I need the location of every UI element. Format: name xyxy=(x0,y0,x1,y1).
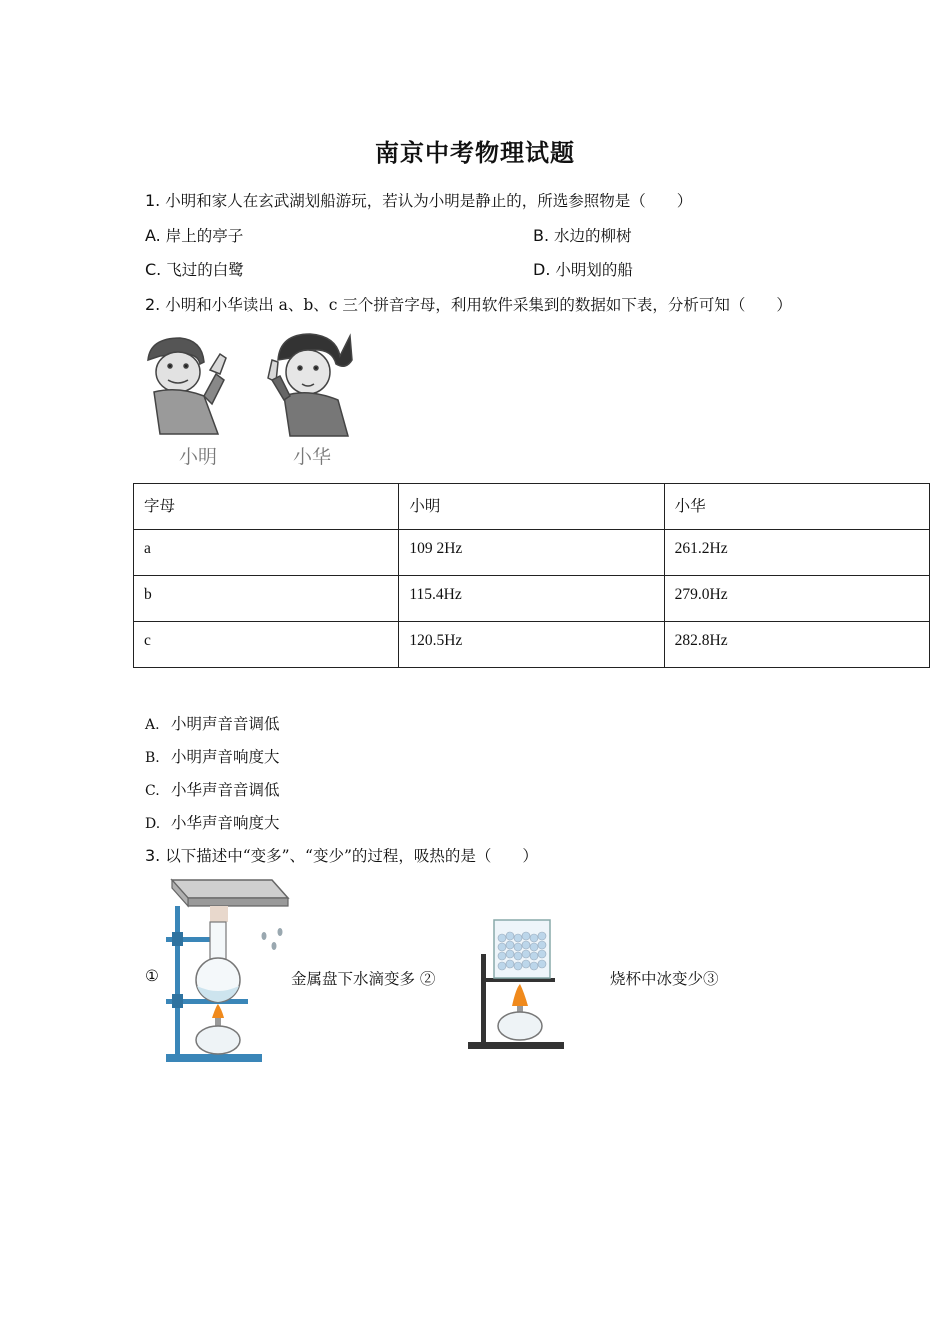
q2-option-b xyxy=(145,745,280,767)
table-cell: c xyxy=(134,622,399,668)
option-text: 小华声音音调低 xyxy=(171,781,280,799)
option-text: 小明声音音调低 xyxy=(171,715,280,733)
page-title: 南京中考物理试题 xyxy=(375,138,575,167)
table-cell: 282.8Hz xyxy=(664,622,929,668)
table-cell: 261.2Hz xyxy=(664,530,929,576)
q2-option-c xyxy=(145,778,280,800)
table-cell: b xyxy=(134,576,399,622)
beaker-with-ice xyxy=(494,920,550,978)
option-text: 岸上的亭子 xyxy=(165,227,244,245)
question-text: 小明和家人在玄武湖划船游玩，若认为小明是静止的，所选参照物是（ ） xyxy=(165,192,693,210)
option-text: 小明划的船 xyxy=(555,261,633,279)
option-letter: B. xyxy=(533,226,550,245)
table-row xyxy=(134,622,930,668)
item-1-caption: 金属盘下水滴变多 ② xyxy=(291,970,436,988)
alcohol-lamp xyxy=(196,1004,240,1054)
frequency-table xyxy=(133,483,930,668)
question-1 xyxy=(145,189,692,211)
question-number: 1. xyxy=(145,191,161,210)
question-text: 以下描述中“变多”、“变少”的过程，吸热的是（ ） xyxy=(165,847,538,865)
table-row xyxy=(134,530,930,576)
girl-illustration xyxy=(268,334,352,436)
question-text: 小明和小华读出 a、b、c 三个拼音字母，利用软件采集到的数据如下表，分析可知（ ） xyxy=(165,296,792,314)
question-number: 3. xyxy=(145,846,161,865)
alcohol-lamp xyxy=(498,984,542,1040)
table-cell: 279.0Hz xyxy=(664,576,929,622)
option-letter: A. xyxy=(145,226,161,245)
table-cell: 109 2Hz xyxy=(399,530,664,576)
option-letter: C. xyxy=(145,783,160,799)
option-text: 水边的柳树 xyxy=(554,227,632,245)
metal-tray xyxy=(172,880,288,906)
option-letter: D. xyxy=(145,816,161,832)
item-1-marker: ① xyxy=(145,967,159,985)
round-flask xyxy=(196,922,240,1002)
table-header-cell: 小华 xyxy=(664,484,929,530)
ice-beaker-figure xyxy=(464,916,569,1052)
q2-option-d xyxy=(145,811,280,833)
option-text: 飞过的白鹭 xyxy=(166,261,244,279)
item-2-caption: 烧杯中冰变少③ xyxy=(610,970,719,988)
q1-option-a xyxy=(145,224,243,246)
distillation-apparatus-figure xyxy=(160,874,290,1070)
q2-option-a xyxy=(145,712,280,734)
question-2 xyxy=(145,293,792,315)
boy-illustration xyxy=(148,338,226,434)
table-cell: 120.5Hz xyxy=(399,622,664,668)
table-cell: a xyxy=(134,530,399,576)
boy-label: 小明 xyxy=(178,446,218,468)
option-letter: C. xyxy=(145,260,162,279)
option-text: 小明声音响度大 xyxy=(171,748,280,766)
water-drops-icon xyxy=(262,928,283,950)
table-header-row xyxy=(134,484,930,530)
q1-option-d xyxy=(533,258,633,280)
table-cell: 115.4Hz xyxy=(399,576,664,622)
table-header-cell: 小明 xyxy=(399,484,664,530)
speakers-figure xyxy=(140,330,355,472)
girl-label: 小华 xyxy=(292,446,332,468)
table-header-cell: 字母 xyxy=(134,484,399,530)
option-text: 小华声音响度大 xyxy=(171,814,280,832)
steam xyxy=(210,906,228,922)
q1-option-c xyxy=(145,258,244,280)
question-3 xyxy=(145,844,538,866)
option-letter: A. xyxy=(145,717,160,733)
q1-option-b xyxy=(533,224,632,246)
option-letter: D. xyxy=(533,260,551,279)
option-letter: B. xyxy=(145,750,160,766)
table-row xyxy=(134,576,930,622)
question-number: 2. xyxy=(145,295,161,314)
